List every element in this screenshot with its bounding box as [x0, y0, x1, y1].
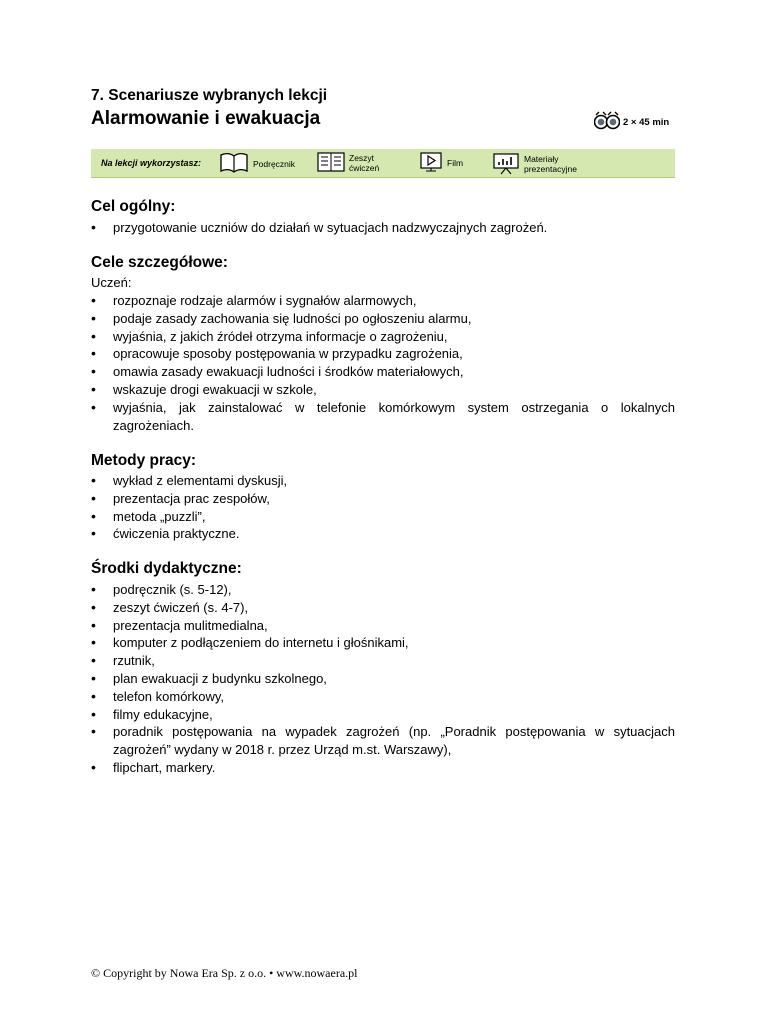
chapter-heading: 7. Scenariusze wybranych lekcji — [91, 87, 328, 104]
methods-heading: Metody pracy: — [91, 452, 197, 469]
list-item: • przygotowanie uczniów do działań w sytuacjach nadzwyczajnych zagrożeń. — [91, 219, 675, 237]
list-item: • podręcznik (s. 5-12), — [91, 581, 675, 599]
list-item: • podaje zasady zachowania się ludności po ogłoszeniu alarmu, — [91, 310, 675, 328]
tool-film — [419, 151, 463, 175]
lesson-title: Alarmowanie i ewakuacja — [91, 108, 321, 129]
list-item: • wyjaśnia, jak zainstalować w telefonie komórkowym system ostrzegania o lokalnych zagrożeniach. — [91, 399, 675, 435]
duration-text: 2 × 45 min — [623, 117, 670, 128]
objectives-list — [91, 292, 675, 434]
list-item: • wyjaśnia, z jakich źródeł otrzyma informacje o zagrożeniu, — [91, 328, 675, 346]
list-item: • telefon komórkowy, — [91, 688, 675, 706]
list-item: • flipchart, markery. — [91, 759, 675, 777]
toolbar-label: Na lekcji wykorzystasz: — [101, 158, 202, 168]
list-item: • prezentacja prac zespołów, — [91, 490, 675, 508]
methods-list — [91, 472, 675, 543]
list-item: • ćwiczenia praktyczne. — [91, 525, 675, 543]
goal-heading: Cel ogólny: — [91, 198, 176, 215]
list-item: • wskazuje drogi ewakuacji w szkole, — [91, 381, 675, 399]
clock-icon — [594, 111, 620, 134]
goal-list — [91, 219, 675, 237]
list-item: • omawia zasady ewakuacji ludności i środków materiałowych, — [91, 363, 675, 381]
duration-badge — [594, 111, 669, 134]
tool-workbook-label: Zeszyt ćwiczeń — [349, 153, 380, 173]
list-item: • komputer z podłączeniem do internetu i głośnikami, — [91, 634, 675, 652]
workbook-icon — [317, 151, 345, 175]
tool-workbook — [317, 151, 379, 175]
objectives-intro: Uczeń: — [91, 275, 132, 290]
objectives-heading: Cele szczegółowe: — [91, 254, 228, 271]
tool-presentation — [492, 151, 577, 177]
book-icon — [219, 151, 249, 177]
copyright-footer: © Copyright by Nowa Era Sp. z o.o. • www.nowaera.pl — [91, 966, 358, 980]
resources-toolbar — [91, 149, 675, 178]
resources-heading: Środki dydaktyczne: — [91, 560, 242, 577]
tool-film-label: Film — [447, 158, 464, 168]
list-item: • wykład z elementami dyskusji, — [91, 472, 675, 490]
list-item: • poradnik postępowania na wypadek zagrożeń (np. „Poradnik postępowania w sytuacjach zagrożeń” wydany w 2018 r. przez Urząd m.st. Warszawy), — [91, 723, 675, 759]
film-icon — [419, 151, 443, 175]
list-item: • zeszyt ćwiczeń (s. 4-7), — [91, 599, 675, 617]
resources-list — [91, 581, 675, 777]
list-item: • filmy edukacyjne, — [91, 706, 675, 724]
list-item: • metoda „puzzli”, — [91, 508, 675, 526]
list-item: • prezentacja mulitmedialna, — [91, 617, 675, 635]
tool-presentation-label: Materiały prezentacyjne — [524, 154, 577, 174]
list-item: • rzutnik, — [91, 652, 675, 670]
list-item: • plan ewakuacji z budynku szkolnego, — [91, 670, 675, 688]
tool-textbook — [219, 151, 295, 177]
tool-textbook-label: Podręcznik — [253, 159, 296, 169]
list-item: • rozpoznaje rodzaje alarmów i sygnałów alarmowych, — [91, 292, 675, 310]
list-item: • opracowuje sposoby postępowania w przypadku zagrożenia, — [91, 345, 675, 363]
presentation-icon — [492, 151, 520, 177]
